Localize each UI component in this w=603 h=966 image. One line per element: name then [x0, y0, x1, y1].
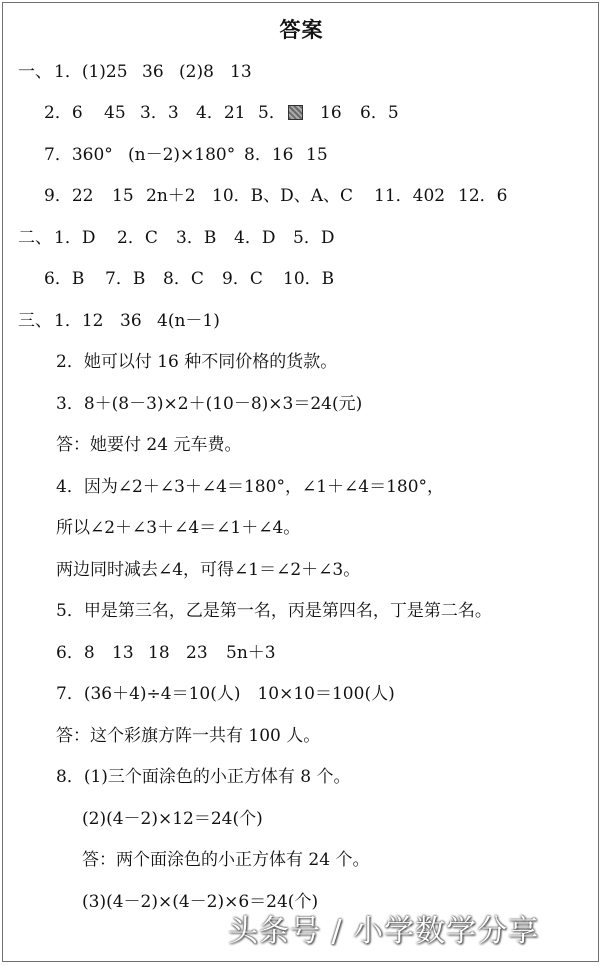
answer-item: 3．B — [176, 228, 217, 248]
answer-item: 8．16 — [244, 145, 294, 165]
answer-item: 15 — [112, 186, 134, 206]
answer-item: 9．22 — [44, 186, 94, 206]
answer-text: 答：她要付 24 元车费。 — [56, 435, 242, 455]
answer-item: 36 — [120, 311, 142, 331]
answer-item: 18 — [148, 643, 170, 663]
shaded-square-figure — [288, 105, 303, 120]
answer-text: (3)(4－2)×(4－2)×6＝24(个) — [82, 892, 319, 912]
answer-item: 1．12 — [54, 311, 104, 331]
answer-item: 45 — [104, 103, 126, 123]
answer-item: 5． — [258, 103, 286, 123]
answer-item: 5．D — [293, 228, 335, 248]
answer-item: (n－2)×180° — [128, 145, 236, 165]
answer-item: 10．B、D、A、C — [212, 186, 354, 206]
answer-item: 7．B — [105, 269, 146, 289]
answer-item: 2n＋2 — [146, 186, 196, 206]
answer-item: 13 — [112, 643, 134, 663]
answer-item: 3．3 — [140, 103, 179, 123]
section-label: 一、 — [18, 62, 52, 82]
page-title: 答案 — [279, 18, 324, 42]
answer-item: 11．402 — [374, 186, 446, 206]
answer-item: 6．8 — [56, 643, 95, 663]
answer-text: 7．(36＋4)÷4＝10(人) 10×10＝100(人) — [56, 684, 395, 704]
answer-item: 10．B — [283, 269, 335, 289]
answer-item: 4．21 — [196, 103, 246, 123]
answer-item: 1．D — [54, 228, 96, 248]
answer-item: 1．(1)25 — [54, 62, 128, 82]
answer-text: 3．8＋(8－3)×2＋(10－8)×3＝24(元) — [56, 394, 363, 414]
answer-item: 6．B — [44, 269, 85, 289]
answer-text: 4．因为∠2＋∠3＋∠4＝180°，∠1＋∠4＝180°， — [56, 477, 445, 497]
answer-item: 13 — [230, 62, 252, 82]
answer-item: 2．C — [117, 228, 158, 248]
watermark: 头条号 / 小学数学分享 — [228, 914, 540, 949]
answer-text: 2．她可以付 16 种不同价格的货款。 — [56, 352, 338, 372]
answer-item: 15 — [306, 145, 328, 165]
answer-item: 23 — [186, 643, 208, 663]
answer-item: 6．5 — [360, 103, 399, 123]
answer-item: 8．C — [163, 269, 204, 289]
section-label: 三、 — [18, 311, 52, 331]
answer-item: 16 — [320, 103, 342, 123]
answer-item: 4．D — [234, 228, 276, 248]
answer-item: 12．6 — [458, 186, 508, 206]
answer-text: 答：这个彩旗方阵一共有 100 人。 — [56, 726, 321, 746]
answer-item: 5n＋3 — [226, 643, 276, 663]
answer-item: 4(n－1) — [157, 311, 220, 331]
answer-text: 5．甲是第三名，乙是第一名，丙是第四名，丁是第二名。 — [56, 601, 492, 621]
answer-text: 8．(1)三个面涂色的小正方体有 8 个。 — [56, 767, 351, 787]
section-label: 二、 — [18, 228, 52, 248]
answer-item: (2)8 — [179, 62, 214, 82]
answer-item: 36 — [142, 62, 164, 82]
answer-item: 9．C — [222, 269, 263, 289]
answer-item: 2．6 — [44, 103, 83, 123]
answer-text: (2)(4－2)×12＝24(个) — [82, 809, 263, 829]
answer-text: 答：两个面涂色的小正方体有 24 个。 — [82, 850, 370, 870]
answer-text: 两边同时减去∠4，可得∠1＝∠2＋∠3。 — [56, 560, 361, 580]
answer-item: 7．360° — [44, 145, 113, 165]
answer-text: 所以∠2＋∠3＋∠4＝∠1＋∠4。 — [56, 518, 301, 538]
